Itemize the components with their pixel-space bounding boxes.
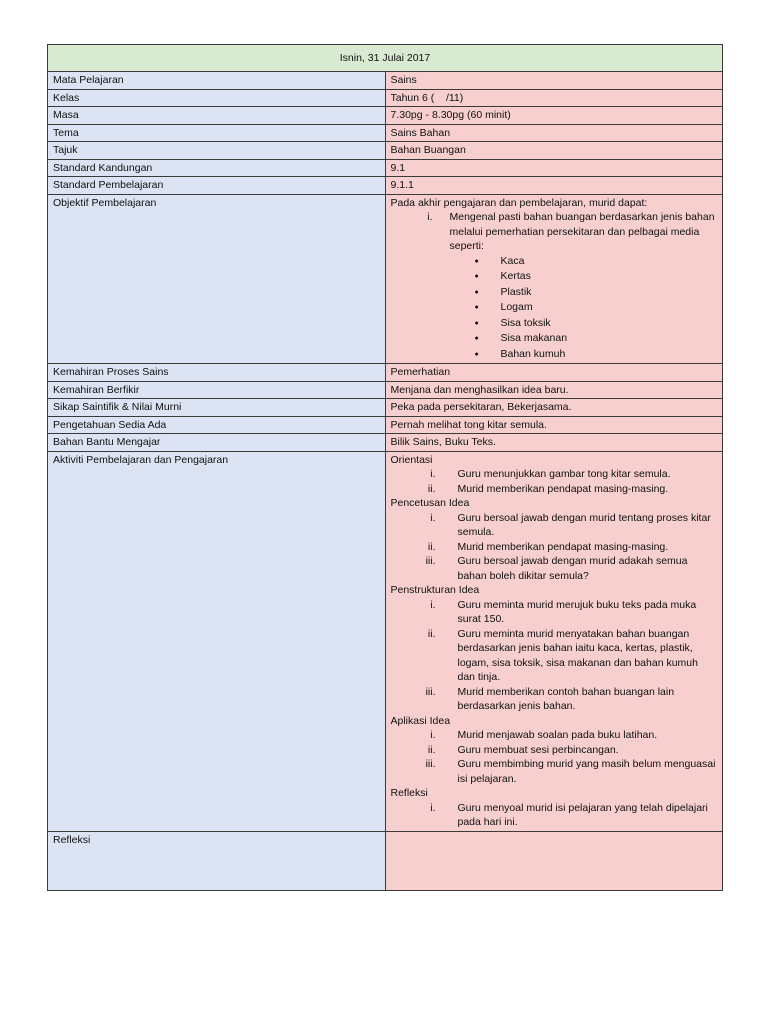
activity-item-text: Murid memberikan pendapat masing-masing.: [457, 540, 669, 553]
objective-bullet-text: Kaca: [500, 254, 525, 267]
activity-item-text: Guru menunjukkan gambar tong kitar semula.: [457, 468, 671, 480]
learning-standard-label: Standard Pembelajaran: [48, 177, 386, 195]
objective-bullet-item: [475, 300, 718, 316]
activity-item-number: i.: [430, 598, 436, 611]
bullet-icon: ●: [474, 350, 479, 358]
objective-item-number: i.: [427, 211, 433, 223]
activity-item-text: Guru membimbing murid yang masih belum menguasai isi pelajaran.: [457, 758, 716, 785]
objective-bullet-item: [475, 331, 718, 347]
class-row: [48, 89, 723, 107]
content-standard-label: Standard Kandungan: [48, 159, 386, 177]
prior-knowledge-label: Pengetahuan Sedia Ada: [48, 416, 386, 434]
time-row: [48, 107, 723, 125]
thinking-skills-row: [48, 381, 723, 399]
activity-item-number: i.: [430, 801, 436, 814]
objective-bullet-text: Sisa makanan: [500, 332, 568, 344]
activity-item-text: Guru meminta murid merujuk buku teks pada muka surat 150.: [457, 598, 697, 625]
bullet-icon: ●: [474, 304, 479, 311]
activities-value: [385, 451, 723, 831]
prior-knowledge-row: [48, 416, 723, 434]
class-label: Kelas: [48, 89, 386, 107]
process-skills-value: Pemerhatian: [385, 364, 723, 382]
objective-bullet-item: [475, 254, 718, 270]
activity-item-number: ii.: [427, 627, 436, 640]
objective-intro: Pada akhir pengajaran dan pembelajaran, murid dapat:: [390, 196, 648, 209]
activity-item: [391, 757, 718, 786]
objective-bullet-list: [391, 254, 718, 363]
class-value: Tahun 6 ( /11): [385, 89, 723, 107]
activities-label: Aktiviti Pembelajaran dan Pengajaran: [48, 451, 386, 831]
bullet-icon: ●: [474, 335, 479, 342]
bullet-icon: ●: [474, 319, 479, 327]
objective-label: Objektif Pembelajaran: [48, 194, 386, 364]
objective-item-text: Mengenal pasti bahan buangan berdasarkan jenis bahan melalui pemerhatian persekitaran dan pelbagai media seperti:: [449, 211, 715, 252]
theme-label: Tema: [48, 124, 386, 142]
subject-label: Mata Pelajaran: [48, 72, 386, 90]
activity-item-text: Guru membuat sesi perbincangan.: [457, 743, 619, 756]
activity-item-number: ii.: [427, 743, 436, 756]
activity-item-number: ii.: [427, 540, 436, 553]
attitude-value: Peka pada persekitaran, Bekerjasama.: [385, 399, 723, 417]
activity-item: [391, 801, 718, 830]
objective-bullet-text: Bahan kumuh: [500, 347, 566, 360]
activity-section-title: Orientasi: [390, 453, 433, 466]
content-standard-value: 9.1: [385, 159, 723, 177]
topic-label: Tajuk: [48, 142, 386, 160]
activity-item-number: iii.: [425, 758, 436, 770]
theme-row: [48, 124, 723, 142]
prior-knowledge-value: Pernah melihat tong kitar semula.: [385, 416, 723, 434]
content-standard-row: [48, 159, 723, 177]
bullet-icon: ●: [474, 273, 479, 280]
lesson-date: Isnin, 31 Julai 2017: [48, 45, 723, 72]
activity-item: [391, 511, 718, 540]
activity-item: [391, 467, 718, 482]
activity-item-text: Guru bersoal jawab dengan murid tentang proses kitar semula.: [457, 511, 711, 538]
attitude-label: Sikap Saintifik & Nilai Murni: [48, 399, 386, 417]
topic-value: Bahan Buangan: [385, 142, 723, 160]
objective-bullet-text: Logam: [500, 301, 533, 313]
materials-value: Bilik Sains, Buku Teks.: [385, 434, 723, 452]
materials-row: [48, 434, 723, 452]
objective-bullet-item: [475, 285, 718, 301]
attitude-row: [48, 399, 723, 417]
activity-item: [391, 598, 718, 627]
reflection-row: [48, 831, 723, 890]
theme-value: Sains Bahan: [385, 124, 723, 142]
objective-bullet-item: [475, 347, 718, 363]
activity-item-text: Guru meminta murid menyatakan bahan buangan berdasarkan jenis bahan iaitu kaca, kertas, plastik, logam, sisa toksik, sisa makanan dan bahan kumuh dan tinja.: [457, 627, 698, 683]
materials-label: Bahan Bantu Mengajar: [48, 434, 386, 452]
activity-item-number: ii.: [427, 482, 436, 495]
objective-bullet-item: [475, 316, 718, 332]
learning-standard-row: [48, 177, 723, 195]
activity-item: [391, 685, 718, 714]
topic-row: [48, 142, 723, 160]
activity-section-title: Aplikasi Idea: [390, 714, 451, 727]
learning-standard-value: 9.1.1: [385, 177, 723, 195]
activity-item: [391, 482, 718, 497]
lesson-plan-table: [47, 44, 723, 891]
activity-item-text: Guru bersoal jawab dengan murid adakah semua bahan boleh dikitar semula?: [457, 555, 688, 582]
objective-bullet-text: Sisa toksik: [500, 316, 551, 329]
activity-item-text: Murid memberikan pendapat masing-masing.: [457, 482, 669, 495]
activity-section-title: Penstrukturan Idea: [390, 584, 480, 596]
activity-item: [391, 728, 718, 743]
objective-value: [385, 194, 723, 364]
reflection-value: [385, 831, 723, 890]
objective-bullet-text: Plastik: [500, 285, 532, 298]
activity-item: [391, 627, 718, 685]
bullet-icon: ●: [474, 257, 479, 265]
process-skills-row: [48, 364, 723, 382]
activity-section-title: Refleksi: [390, 787, 428, 799]
activity-item-number: i.: [430, 729, 436, 741]
time-value: 7.30pg - 8.30pg (60 minit): [385, 107, 723, 125]
activity-item-number: i.: [430, 468, 436, 480]
time-label: Masa: [48, 107, 386, 125]
process-skills-label: Kemahiran Proses Sains: [48, 364, 386, 382]
activity-item-number: i.: [430, 511, 436, 524]
activity-item-text: Murid menjawab soalan pada buku latihan.: [457, 729, 658, 741]
activity-item-text: Guru menyoal murid isi pelajaran yang telah dipelajari pada hari ini.: [457, 801, 708, 828]
objective-row: [48, 194, 723, 364]
subject-value: Sains: [385, 72, 723, 90]
activity-section-title: Pencetusan Idea: [390, 497, 470, 509]
activity-item-number: iii.: [425, 555, 436, 567]
objective-bullet-text: Kertas: [500, 270, 531, 282]
activities-row: [48, 451, 723, 831]
bullet-icon: ●: [474, 288, 479, 296]
subject-row: [48, 72, 723, 90]
thinking-skills-label: Kemahiran Berfikir: [48, 381, 386, 399]
reflection-label: Refleksi: [48, 831, 386, 890]
thinking-skills-value: Menjana dan menghasilkan idea baru.: [385, 381, 723, 399]
objective-bullet-item: [475, 269, 718, 285]
activity-item: [391, 743, 718, 758]
activity-item-text: Murid memberikan contoh bahan buangan lain berdasarkan jenis bahan.: [457, 685, 675, 712]
activity-item: [391, 540, 718, 555]
objective-item: [391, 210, 718, 254]
activity-item-number: iii.: [425, 685, 436, 698]
activity-item: [391, 554, 718, 583]
date-row: [48, 45, 723, 72]
